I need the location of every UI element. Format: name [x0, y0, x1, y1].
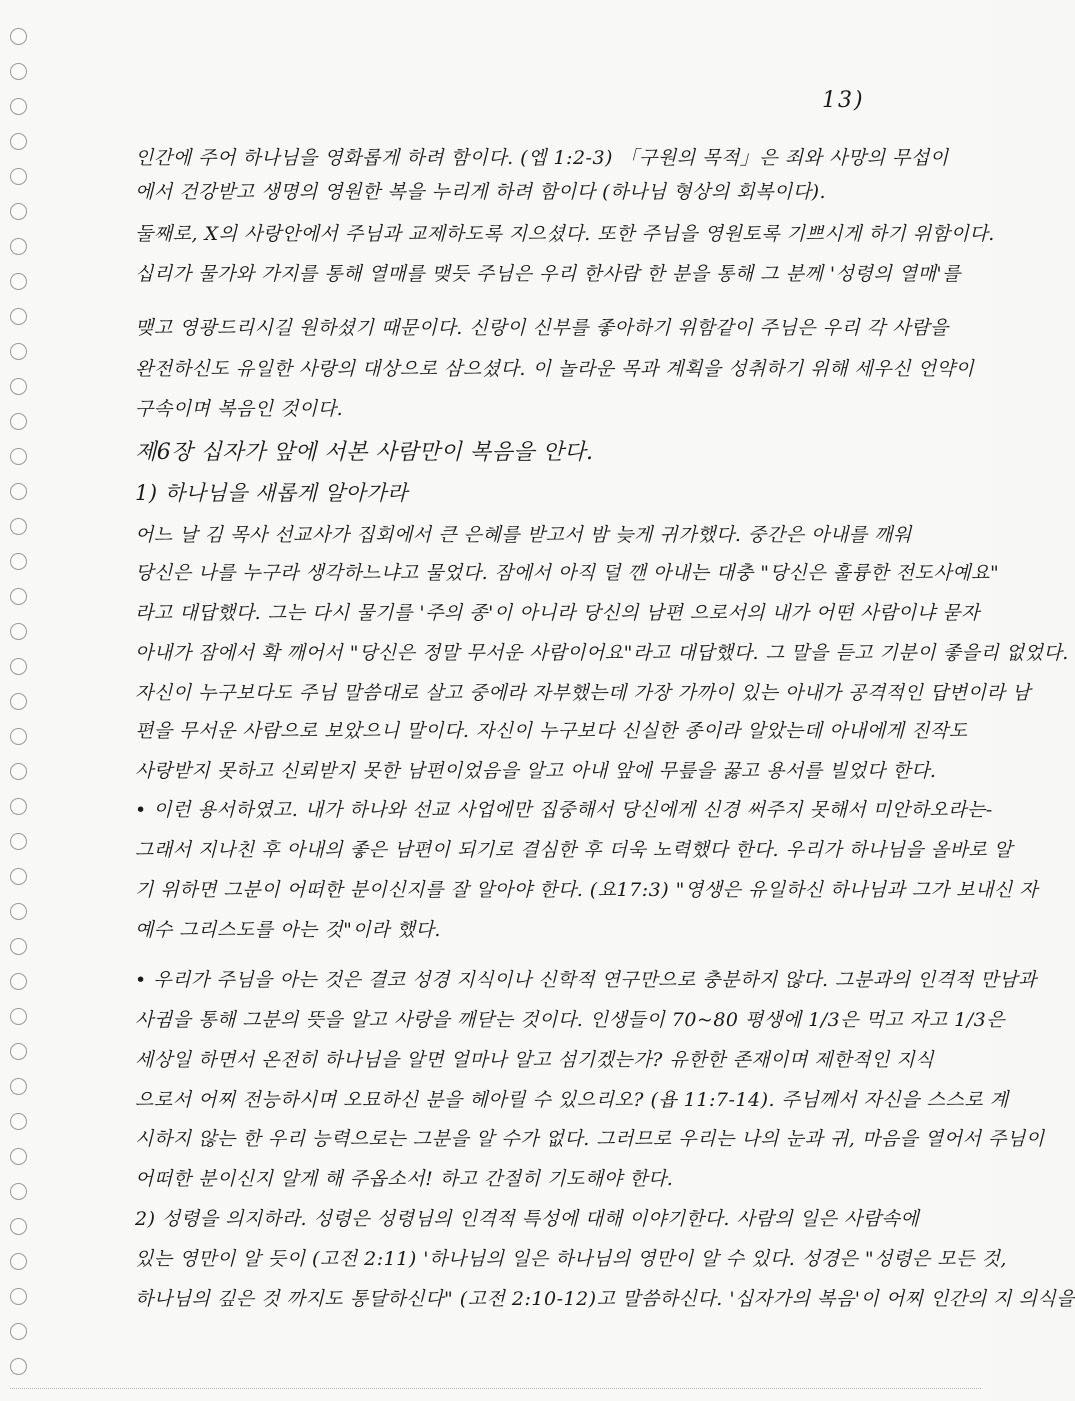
binder-hole [10, 1323, 27, 1340]
binder-hole [10, 308, 27, 325]
binder-hole [10, 1043, 27, 1060]
text-line: 어떠한 분이신지 알게 해 주옵소서! 하고 간절히 기도해야 한다. [135, 1168, 674, 1190]
text-line: 으로서 어찌 전능하시며 오묘하신 분을 헤아릴 수 있으리오? (욥 11:7-14). 주님께서 자신을 스스로 계 [135, 1089, 1009, 1111]
binder-hole [10, 1078, 27, 1095]
binder-hole [10, 413, 27, 430]
text-line: 아내가 잠에서 확 깨어서 "당신은 정말 무서운 사람이어요"라고 대답했다. 그 말을 듣고 기분이 좋을리 없었다. [135, 642, 1069, 664]
binder-hole [10, 903, 27, 920]
text-line: 기 위하면 그분이 어떠한 분이신지를 잘 알아야 한다. (요17:3) "영생은 유일하신 하나님과 그가 보내신 자 [135, 879, 1039, 901]
binder-hole [10, 63, 27, 80]
binder-hole [10, 1358, 27, 1375]
binder-hole [10, 1008, 27, 1025]
text-line: 사귐을 통해 그분의 뜻을 알고 사랑을 깨닫는 것이다. 인생들이 70~80 평생에 1/3은 먹고 자고 1/3은 [135, 1009, 1006, 1031]
text-line: • 이런 용서하였고. 내가 하나와 선교 사업에만 집중해서 당신에게 신경 써주지 못해서 미안하오라는- [135, 799, 993, 821]
binder-hole [10, 693, 27, 710]
binder-hole [10, 98, 27, 115]
binder-hole [10, 623, 27, 640]
binder-hole [10, 588, 27, 605]
text-line: • 우리가 주님을 아는 것은 결코 성경 지식이나 신학적 연구만으로 충분하지 않다. 그분과의 인격적 만남과 [135, 969, 1037, 991]
binder-holes [6, 28, 36, 1388]
binder-hole [10, 868, 27, 885]
binder-hole [10, 448, 27, 465]
text-line: 완전하신도 유일한 사랑의 대상으로 삼으셨다. 이 놀라운 목과 계획을 성취하기 위해 세우신 언약이 [135, 358, 975, 380]
binder-hole [10, 798, 27, 815]
text-line: 맺고 영광드리시길 원하셨기 때문이다. 신랑이 신부를 좋아하기 위함같이 주님은 우리 각 사람을 [135, 317, 949, 339]
text-line: 라고 대답했다. 그는 다시 물기를 '주의 종'이 아니라 당신의 남편 으로서의 내가 어떤 사람이냐 묻자 [135, 602, 980, 624]
text-line: 하나님의 깊은 것 까지도 통달하신다" (고전 2:10-12)고 말씀하신다. '십자가의 복음'이 어찌 인간의 지 의식을 [135, 1288, 1075, 1310]
text-line: 십리가 물가와 가지를 통해 열매를 맺듯 주님은 우리 한사람 한 분을 통해 그 분께 '성령의 열매'를 [135, 263, 961, 285]
binder-hole [10, 238, 27, 255]
text-line: 그래서 지나친 후 아내의 좋은 남편이 되기로 결심한 후 더욱 노력했다 한다. 우리가 하나님을 올바로 알 [135, 839, 1013, 861]
text-line: 있는 영만이 알 듯이 (고전 2:11) '하나님의 일은 하나님의 영만이 알 수 있다. 성경은 "성령은 모든 것, [135, 1248, 1007, 1270]
binder-hole [10, 658, 27, 675]
binder-hole [10, 1288, 27, 1305]
text-line: 당신은 나를 누구라 생각하느냐고 물었다. 잠에서 아직 덜 깬 아내는 대충 "당신은 훌륭한 전도사예요" [135, 562, 1000, 584]
text-line: 에서 건강받고 생명의 영원한 복을 누리게 하려 함이다 (하나님 형상의 회복이다). [135, 181, 827, 203]
text-line: 구속이며 복음인 것이다. [135, 398, 344, 420]
binder-hole [10, 938, 27, 955]
binder-hole [10, 553, 27, 570]
text-line: 어느 날 김 목사 선교사가 집회에서 큰 은혜를 받고서 밤 늦게 귀가했다. 중간은 아내를 깨워 [135, 524, 912, 546]
binder-hole [10, 1253, 27, 1270]
text-line: 인간에 주어 하나님을 영화롭게 하려 함이다. (엡 1:2-3) 「구원의 목적」은 죄와 사망의 무섭이 [135, 147, 949, 169]
page-edge [10, 1388, 981, 1390]
binder-hole [10, 203, 27, 220]
binder-hole [10, 483, 27, 500]
binder-hole [10, 518, 27, 535]
text-line: 사랑받지 못하고 신뢰받지 못한 남편이었음을 알고 아내 앞에 무릎을 꿇고 용서를 빌었다 한다. [135, 760, 937, 782]
chapter-heading: 제6장 십자가 앞에 서본 사람만이 복음을 안다. [135, 440, 594, 465]
binder-hole [10, 378, 27, 395]
binder-hole [10, 343, 27, 360]
text-line: 둘째로, X의 사랑안에서 주님과 교제하도록 지으셨다. 또한 주님을 영원토록 기쁘시게 하기 위함이다. [135, 223, 995, 245]
text-line: 예수 그리스도를 아는 것"이라 했다. [135, 919, 441, 941]
page-number: 13) [822, 88, 865, 113]
section-heading: 1) 하나님을 새롭게 알아가라 [135, 481, 408, 505]
binder-hole [10, 1183, 27, 1200]
binder-hole [10, 28, 27, 45]
binder-hole [10, 1148, 27, 1165]
binder-hole [10, 1113, 27, 1130]
text-line: 세상일 하면서 온전히 하나님을 알면 얼마나 알고 섬기겠는가? 유한한 존재이며 제한적인 지식 [135, 1049, 935, 1071]
text-line: 자신이 누구보다도 주님 말씀대로 살고 중에라 자부했는데 가장 가까이 있는 아내가 공격적인 답변이라 남 [135, 682, 1031, 704]
binder-hole [10, 168, 27, 185]
text-line: 편을 무서운 사람으로 보았으니 말이다. 자신이 누구보다 신실한 종이라 알았는데 아내에게 진작도 [135, 720, 968, 742]
binder-hole [10, 1218, 27, 1235]
text-line: 2) 성령을 의지하라. 성령은 성령님의 인격적 특성에 대해 이야기한다. 사람의 일은 사람속에 [135, 1208, 920, 1230]
binder-hole [10, 973, 27, 990]
binder-hole [10, 273, 27, 290]
text-line: 시하지 않는 한 우리 능력으로는 그분을 알 수가 없다. 그러므로 우리는 나의 눈과 귀, 마음을 열어서 주님이 [135, 1128, 1045, 1150]
binder-hole [10, 133, 27, 150]
binder-hole [10, 763, 27, 780]
binder-hole [10, 833, 27, 850]
binder-hole [10, 728, 27, 745]
